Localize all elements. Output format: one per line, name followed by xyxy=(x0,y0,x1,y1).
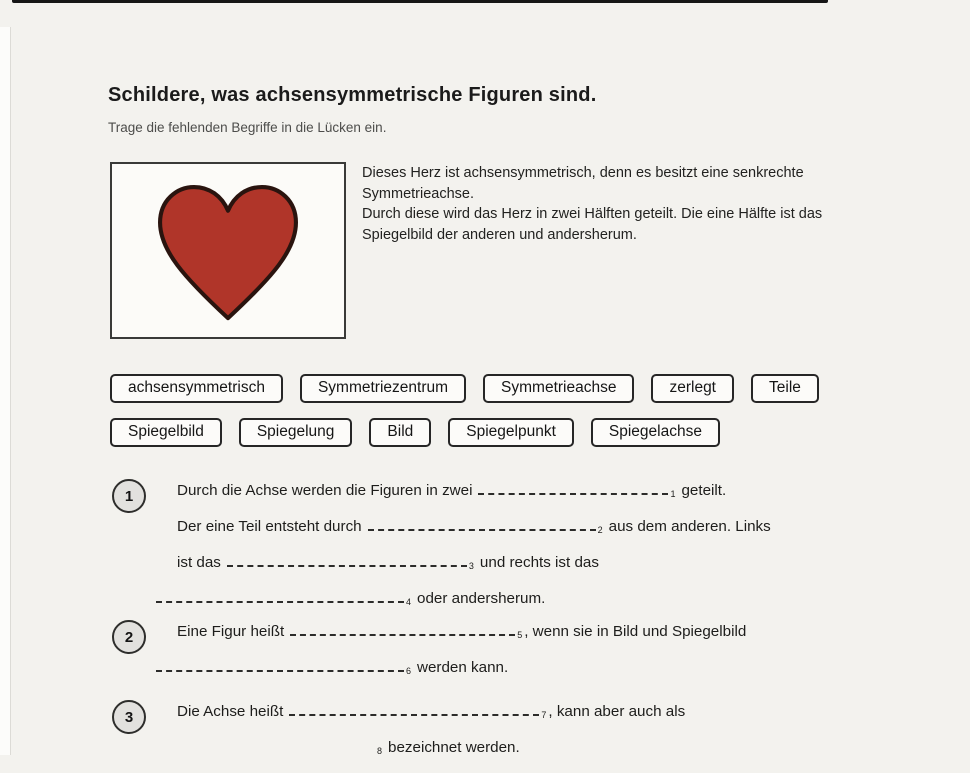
gap-number-1: 1 xyxy=(670,489,676,499)
heart-icon xyxy=(149,175,307,327)
exercise-2-line-1 xyxy=(177,619,882,643)
exercise-1-line-1 xyxy=(177,478,882,502)
gap-number-3: 3 xyxy=(468,561,474,571)
gap-number-6: 6 xyxy=(406,666,412,676)
word-chip-symmetrieachse[interactable]: Symmetrieachse xyxy=(483,374,634,403)
word-chip-symmetriezentrum[interactable]: Symmetriezentrum xyxy=(300,374,466,403)
sentence-text: ist das xyxy=(177,554,221,571)
sentence-text: , kann aber auch als xyxy=(548,703,686,720)
sentence-text: Die Achse heißt xyxy=(177,703,284,720)
sentence-text: , wenn sie in Bild und Spiegelbild xyxy=(524,623,747,640)
word-chip-zerlegt[interactable]: zerlegt xyxy=(651,374,734,403)
gap-field-8[interactable] xyxy=(177,735,375,752)
page-instruction: Trage die fehlenden Begriffe in die Lücken ein. xyxy=(108,120,387,135)
word-bank-row-2 xyxy=(110,418,720,447)
word-chip-bild[interactable]: Bild xyxy=(369,418,431,447)
gap-number-4: 4 xyxy=(406,597,412,607)
gap-field-6[interactable] xyxy=(156,655,404,672)
gap-field-5[interactable] xyxy=(290,619,515,636)
gap-field-3[interactable] xyxy=(227,550,467,567)
word-chip-spiegelachse[interactable]: Spiegelachse xyxy=(591,418,720,447)
word-chip-achsensymmetrisch[interactable]: achsensymmetrisch xyxy=(110,374,283,403)
gap-field-2[interactable] xyxy=(368,514,596,531)
word-chip-spiegelung[interactable]: Spiegelung xyxy=(239,418,353,447)
sentence-text: oder andersherum. xyxy=(417,590,546,607)
gap-number-5: 5 xyxy=(517,630,523,640)
exercise-3-text xyxy=(177,699,882,771)
heart-figure-frame xyxy=(110,162,346,339)
sentence-text: werden kann. xyxy=(417,659,509,676)
gap-field-7[interactable] xyxy=(289,699,539,716)
page-title: Schildere, was achsensymmetrische Figuren sind. xyxy=(108,84,597,106)
sentence-text: Der eine Teil entsteht durch xyxy=(177,518,362,535)
gap-number-2: 2 xyxy=(597,525,603,535)
word-chip-spiegelbild[interactable]: Spiegelbild xyxy=(110,418,222,447)
exercise-2-number: 2 xyxy=(112,620,146,654)
intro-paragraphs xyxy=(362,163,870,245)
intro-paragraph-1: Dieses Herz ist achsensymmetrisch, denn es besitzt eine senkrechte Symmetrieachse. xyxy=(362,165,804,202)
gap-number-7: 7 xyxy=(541,710,547,720)
sentence-text: bezeichnet werden. xyxy=(388,739,520,756)
sentence-text: aus dem anderen. Links xyxy=(608,518,771,535)
exercise-3 xyxy=(112,699,882,771)
exercise-2-text xyxy=(177,619,882,691)
sentence-text: und rechts ist das xyxy=(479,554,599,571)
sentence-text: Eine Figur heißt xyxy=(177,623,285,640)
intro-paragraph-2: Durch diese wird das Herz in zwei Hälften geteilt. Die eine Hälfte ist das Spiegelbild der anderen und andersherum. xyxy=(362,206,823,243)
exercise-1-number: 1 xyxy=(112,479,146,513)
gap-number-8: 8 xyxy=(377,746,383,756)
gap-field-1[interactable] xyxy=(478,478,668,495)
exercise-3-number: 3 xyxy=(112,700,146,734)
page-top-edge xyxy=(12,0,828,3)
exercise-3-line-1 xyxy=(177,699,882,723)
word-chip-spiegelpunkt[interactable]: Spiegelpunkt xyxy=(448,418,574,447)
word-chip-teile[interactable]: Teile xyxy=(751,374,819,403)
gap-field-4[interactable] xyxy=(156,586,404,603)
exercise-1 xyxy=(112,478,882,622)
word-bank-row-1 xyxy=(110,374,819,403)
exercise-2-line-2 xyxy=(156,655,882,679)
sentence-text: Durch die Achse werden die Figuren in zwei xyxy=(177,482,473,499)
exercise-1-text xyxy=(177,478,882,622)
exercise-3-line-2 xyxy=(177,735,882,759)
exercise-1-line-3 xyxy=(177,550,882,574)
exercise-1-line-2 xyxy=(177,514,882,538)
exercise-1-line-4 xyxy=(156,586,882,610)
exercise-2 xyxy=(112,619,882,691)
page-left-margin xyxy=(0,27,11,755)
sentence-text: geteilt. xyxy=(681,482,727,499)
